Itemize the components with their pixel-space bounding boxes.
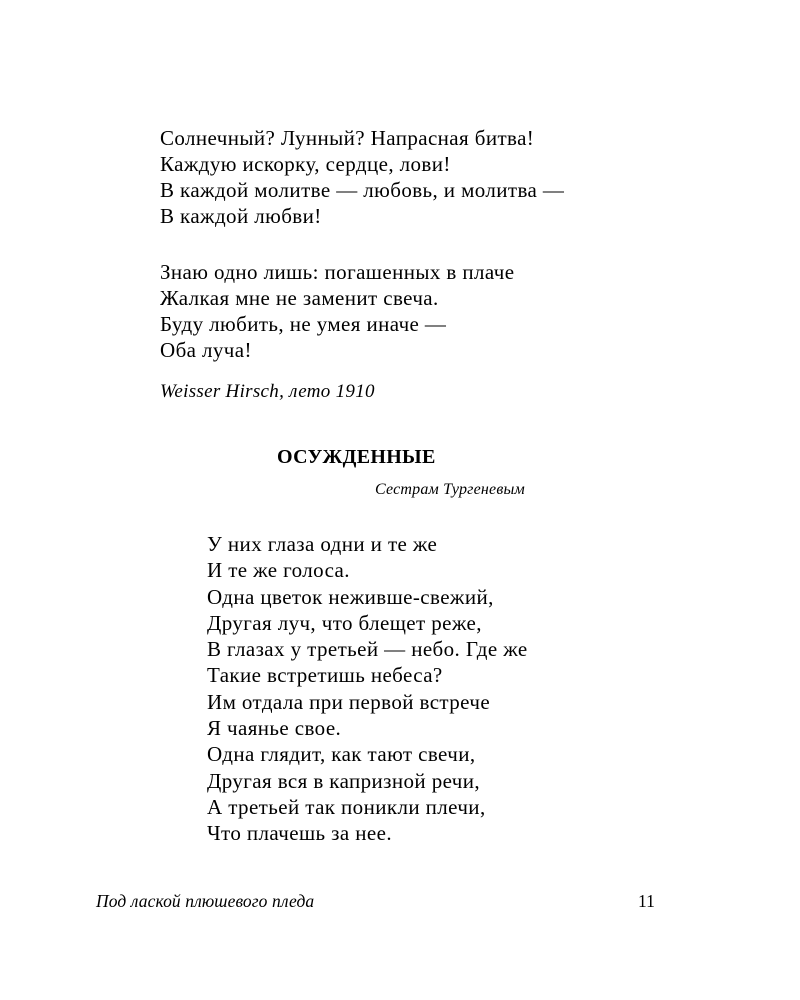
poem-stanza-2	[160, 259, 514, 363]
poem-line: Солнечный? Лунный? Напрасная битва!	[160, 126, 535, 150]
poem-line: Другая луч, что блещет реже,	[207, 610, 482, 635]
poem-signature: Weisser Hirsch, лето 1910	[160, 381, 375, 402]
poem-stanza-3	[207, 531, 528, 847]
poem-line: Одна глядит, как тают свечи,	[207, 742, 476, 767]
poem-line: Что плачешь за нее.	[207, 821, 392, 846]
running-footer-title: Под лаской плюшевого пледа	[96, 891, 315, 911]
poem-line: Каждую искорку, сердце, лови!	[160, 152, 451, 176]
poem-line: Такие встретишь небеса?	[207, 663, 443, 688]
poem-line: И те же голоса.	[207, 558, 350, 583]
poem-line: Жалкая мне не заменит свеча.	[160, 286, 439, 310]
page-number: 11	[638, 891, 655, 911]
poem-line: В каждой молитве — любовь, и молитва —	[160, 178, 565, 202]
poem-stanza-1	[160, 125, 564, 229]
poem-line: Другая вся в капризной речи,	[207, 768, 481, 793]
poem-line: У них глаза одни и те же	[207, 532, 438, 556]
poem-line: Оба луча!	[160, 338, 252, 362]
poem-line: А третьей так поникли плечи,	[207, 794, 486, 819]
poem-line: Знаю одно лишь: погашенных в плаче	[160, 260, 515, 284]
poem-line: В каждой любви!	[160, 204, 322, 228]
poem-line: В глазах у третьей — небо. Где же	[207, 637, 528, 662]
poem-title: ОСУЖДЕННЫЕ	[277, 446, 436, 468]
poem-line: Им отдала при первой встрече	[207, 689, 491, 714]
poem-line: Я чаянье свое.	[207, 716, 342, 741]
poem-line: Буду любить, не умея иначе —	[160, 312, 447, 336]
poem-line: Одна цветок неживше-свежий,	[207, 584, 494, 609]
poem-dedication: Сестрам Тургеневым	[375, 481, 525, 498]
